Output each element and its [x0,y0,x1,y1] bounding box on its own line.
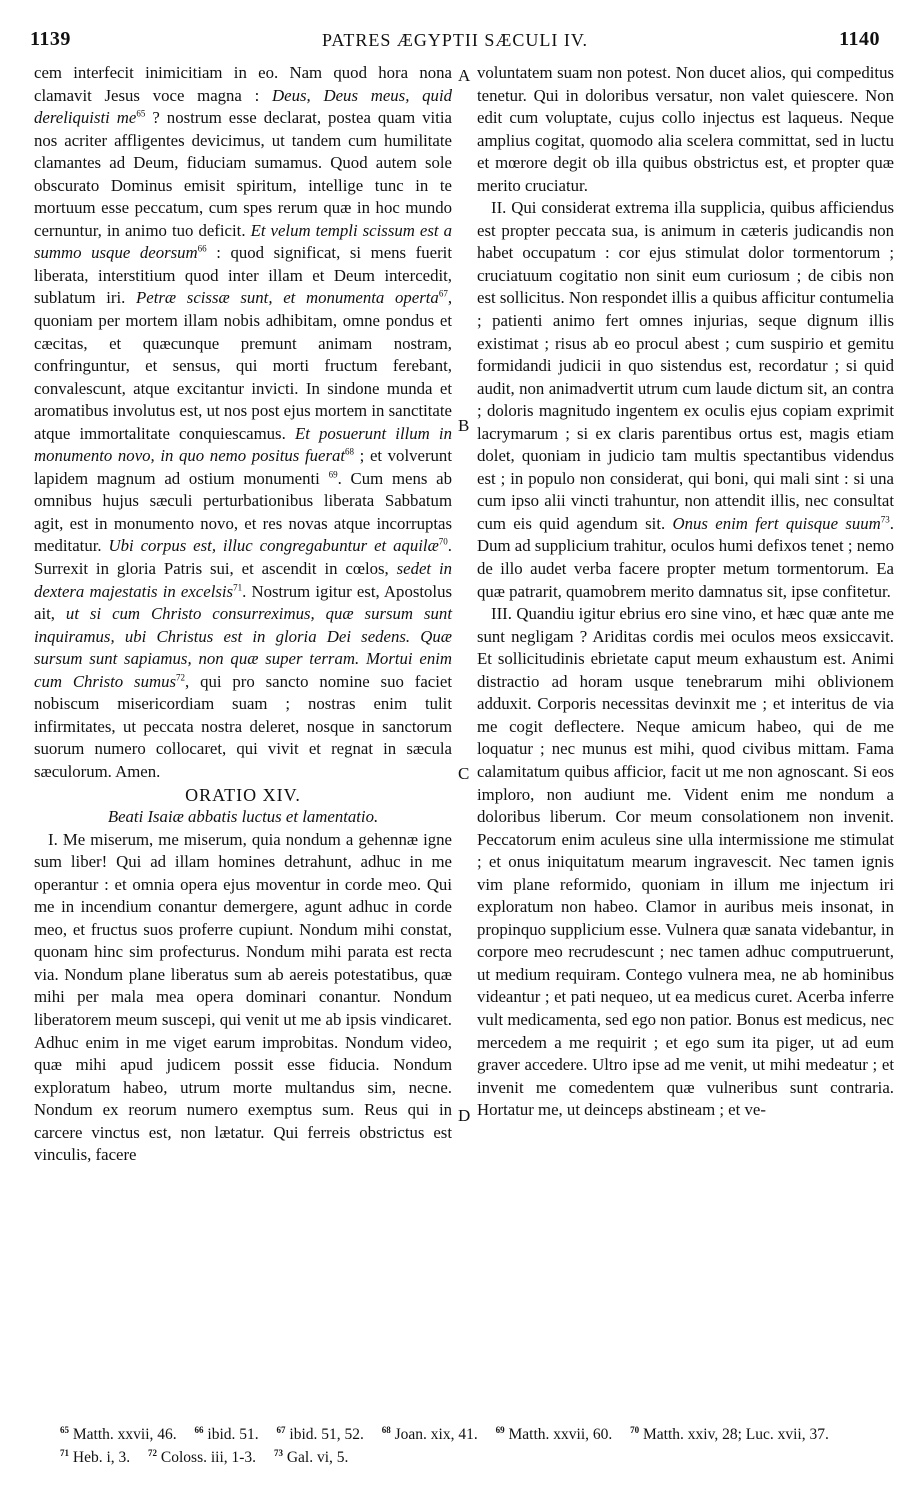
left-paragraph-2: I. Me miserum, me miserum, quia nondum a gehennæ igne sum liber! Qui ad illam homines detrahunt, adhuc in me operantur : et omnia opera ejus moventur in corde meo. Qui me in incendium conantur demergere, agunt adhuc in corde meo, et fructus suos proferre cupiunt. Nondum mihi constat, quonam hinc sim profecturus. Nondum mihi parata est recta via. Nondum plane liberatus sum ab aereis potestatibus, quæ mihi per mala mea opera dominari conantur. Nondum liberatorem meum suscepi, qui venit ut me ab ipsis vindicaret. Adhuc enim in me viget earum improbitas. Nondum video, quæ mihi apud judicem possit esse fiducia. Nondum exploratum habeo, utrum morte multandus sim, necne. Nondum ex reorum numero exemptus sum. Reus qui in carcere vinctus est, non lætatur. Qui ferreis obstrictus est vinculis, facere [34,829,452,1165]
right-paragraph-2: II. Qui considerat extrema illa supplicia, quibus afficiendus est propter peccata sua, is animum in cæteris judicandis non habet occupatum : cor ejus stimulat dolor tormentorum ; cruciatuum cogitatio non sinit eum curiosum ; de cibis non est sollicitus. Non respondet illis a quibus afficitur contumelia ; patienti animo fert omnes injurias, seque dignum illis existimat ; risus ab eo procul abest ; cum suspirio et gemitu formidandi judicii in quo sistendus est, recordatur ; si quid audit, non animadvertit utrum cum laude dictum sit, an contra ; doloris magnitudo ingentem ex oculis ejus copiam exprimit lacrymarum ; si ex claris parentibus ortus est, magis etiam dolet, quoniam in judicio tam multis spectantibus videndus est ; in populo non considerat, qui boni, qui mali sint : si una cum ipso alii vincti trahuntur, non attendit illis, nec consultat cum eis quid agendum sit. Onus enim fert quisque suum$^{73}$. Dum ad supplicium trahitur, oculos humi defixos tenet ; nemo de illo audet verba facere propter metum tormentorum. Ea quæ patrarit, quamobrem merito damnatus sit, ipse confitetur. [477,198,894,601]
right-column [477,62,894,1122]
page-header [30,28,880,52]
footnote: $^{69}$ Matth. xxvii, 60. [495,1424,613,1443]
page-number-right: 1140 [839,28,880,50]
margin-letter-a: A [458,66,471,85]
oration-heading: ORATIO XIV. [185,784,301,805]
footnote: $^{66}$ ibid. 51. [194,1424,259,1443]
footnote: $^{67}$ ibid. 51, 52. [276,1424,364,1443]
right-paragraph-3: III. Quandiu igitur ebrius ero sine vino, et hæc quæ ante me sunt negligam ? Ariditas cordis mei oculos meos exsiccavit. Et sollicitudinis ebrietate caput meum exhaustum est. Animi distractio ad horam usque tenebrarum mihi oblivionem adduxit. Corporis necessitas devinxit me ; et interitus de via me cogit deflectere. Neque amicum habeo, qui de me loquatur ; nec munus est mihi, quod civibus mittam. Fama calamitatum quibus afficior, facit ut me non agnoscant. Si eos imploro, non audiunt me. Vident enim me nondum a doloribus liberum. Cor meum consolationem non invenit. Peccatorum enim aculeus sine ulla intermissione me stimulat ; et onus iniquitatum mearum ingravescit. Nec tamen ignis vim plane reformido, quoniam in illum me injectum iri exploratum non habeo. Clamor in auribus meis insonat, in propinquo supplicium esse. Vulnera quæ sanata videbantur, in corpore meo recrudescunt ; nec tamen adhuc computruerunt, ut medium requiram. Contego vulnera mea, ne ab hominibus videantur ; et pati nequeo, ut ea medicus curet. Acerba inferre vult medicamenta, sed ego non patior. Bonus est medicus, nec mercedem a me requirit ; et ego sum ita piger, ut ad eum graver accedere. Ultro ipse ad me venit, ut mihi medeatur ; et invenit me comedentem quæ vulneribus sunt contraria. Hortatur me, ut deinceps abstineam ; et ve- [477,604,894,1120]
footnote: $^{65}$ Matth. xxvii, 46. [60,1424,177,1443]
footnotes [60,1423,890,1469]
footnote: $^{73}$ Gal. vi, 5. [273,1447,349,1466]
footnote: $^{70}$ Matth. xxiv, 28; Luc. xvii, 37. [630,1424,829,1443]
page-number-left: 1139 [30,28,71,50]
left-paragraph-1: cem interfecit inimicitiam in eo. Nam quod hora nona clamavit Jesus voce magna : Deus, Deus meus, quid dereliquisti $me^{65}$ ? nostrum esse declarat, postea quam vitia nos acriter affligentes devicimus, ut tandem cum humilitate clamantes ad Deum, fiduciam sumamus. Quod autem sole obscurato Dominus emisit spiritum, intellige tunc in te mortuum esse peccatum, cum spes rerum quæ in hoc mundo cernuntur, in animo tuo deficit. Et velum templi scissum est a summo usque deorsum$^{66}$ : quod significat, si mens fuerit liberata, interstitium quod inter illam et Deum intercedit, sublatum iri. Petræ scissæ sunt, et monumenta operta$^{67}$, quoniam per mortem illam nobis adhibitam, omne pondus et cæcitas, et quæcunque premunt animam nostram, confringuntur, et sensus, qui morti fructum ferebant, convalescunt, atque excitantur invicti. In sindone munda et aromatibus involutus est, ut nos post ejus mortem in sanctitate atque immortalitate conquiescamus. Et posuerunt illum in monumento novo, in quo nemo positus fuerat$^{68}$ ; et volverunt lapidem magnum ad ostium monumenti $^{69}$. Cum mens ab omnibus hujus sæculi perturbationibus liberata Sabbatum agit, est in monumento novo, et res novas atque incorruptas meditatur. Ubi corpus est, illuc congregabuntur et aquilæ$^{70}$. Surrexit in gloria Patris sui, et ascendit in cœlos, sedet in dextera majestatis in excelsis$^{71}$. Nostrum igitur est, Apostolus ait, ut si cum Christo consurreximus, quæ sursum sunt inquiramus, ubi Christus est in gloria Dei sedens. Quæ sursum sunt sapiamus, non quæ super terram. Mortui enim cum Christo sumus$^{72}$, qui pro sancto nomine suo faciet nobiscum misericordiam suam ; nostras enim tulit infirmitates, ut peccata nostra deleret, nosque in sanctorum suorum numero collocaret, qui vivit et regnat in sæcula sæculorum. Amen. [34,63,453,781]
footnote: $^{71}$ Heb. i, 3. [60,1447,131,1466]
footnote: $^{68}$ Joan. xix, 41. [381,1424,478,1443]
margin-letter-d: D [458,1106,471,1125]
footnote: $^{72}$ Coloss. iii, 1-3. [148,1447,257,1466]
right-paragraph-1: voluntatem suam non potest. Non ducet alios, qui compeditus tenetur. Qui in doloribus versatur, non valet quiescere. Non edit cum voluptate, cujus collo injectus est laqueus. Neque amplius cogitat, quomodo alia scelera committat, sed in luctu et mœrore degit ob illa quibus obstrictus est, et propter quæ merito cruciatur. [477,63,894,195]
left-column [34,62,452,1167]
oration-subheading: Beati Isaiæ abbatis luctus et lamentatio. [107,807,379,827]
running-title: PATRES ÆGYPTII SÆCULI IV. [321,30,589,50]
margin-letter-b: B [458,416,470,435]
margin-letter-c: C [458,764,470,783]
